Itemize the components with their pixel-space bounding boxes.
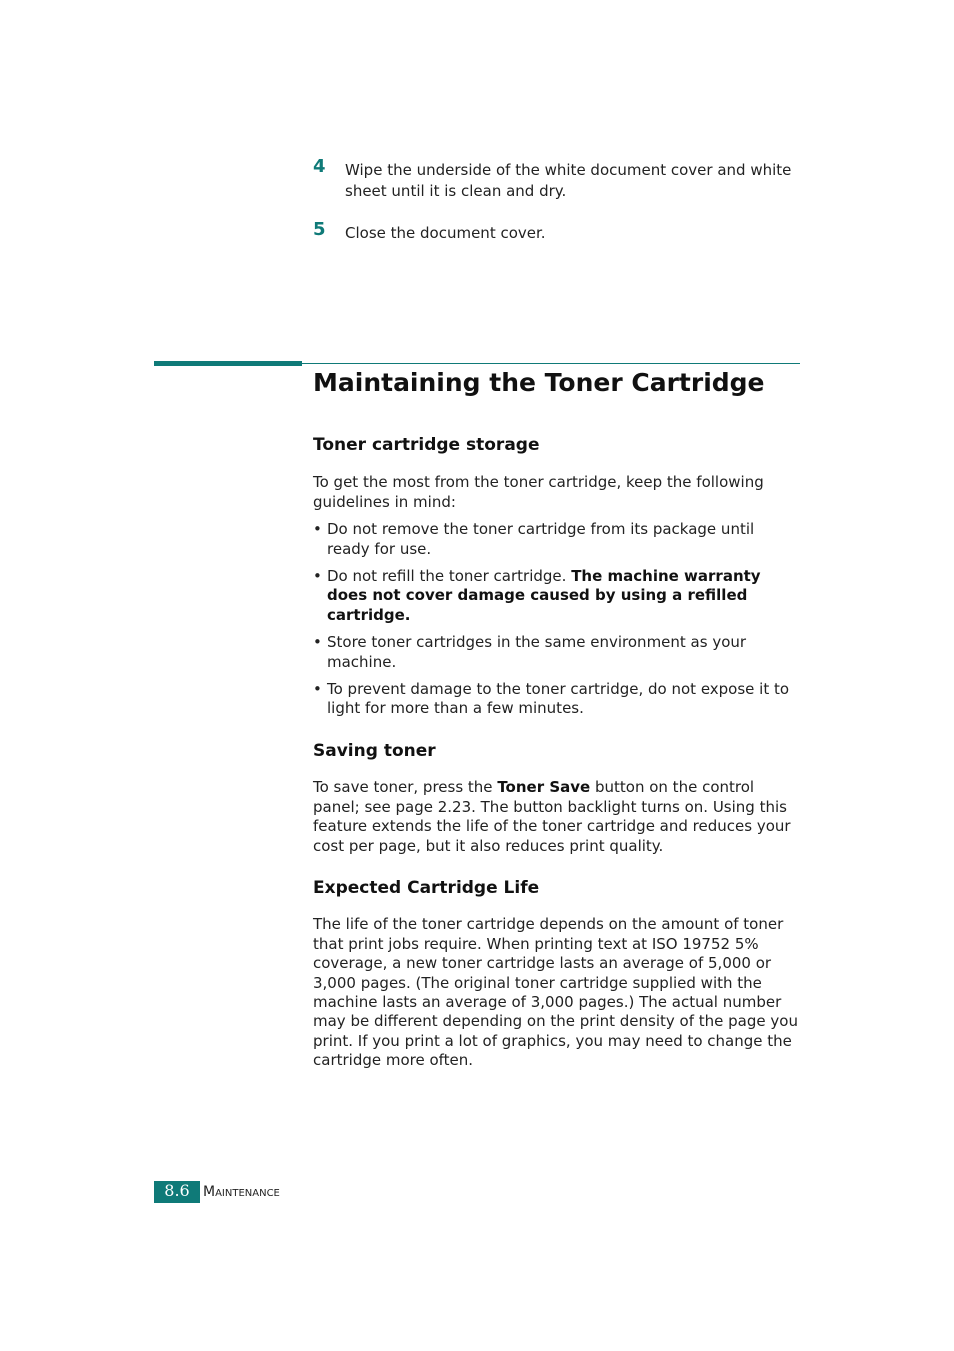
saving-heading: Saving toner: [313, 740, 436, 761]
step-4: [313, 156, 803, 202]
step-5: [313, 219, 803, 244]
bullet-text: Do not remove the toner cartridge from its package until ready for use.: [327, 520, 755, 558]
storage-heading: Toner cartridge storage: [313, 435, 540, 455]
storage-intro: To get the most from the toner cartridge, keep the following guidelines in mind:: [313, 473, 764, 511]
bullet-text: Store toner cartridges in the same environment as your machine.: [327, 633, 747, 671]
step-number: 4: [313, 156, 326, 177]
toner-save-button-name: Toner Save: [497, 778, 591, 797]
list-item: [313, 520, 800, 559]
chapter-name: Maintenance: [203, 1184, 280, 1200]
list-item: [313, 567, 800, 625]
warranty-warning: The machine warranty does not cover damage caused by using a refilled cartridge.: [327, 567, 761, 624]
step-text: Wipe the underside of the white document cover and white sheet until it is clean and dry.: [345, 161, 792, 200]
saving-text: To save toner, press the: [313, 778, 498, 797]
bullet-text: To prevent damage to the toner cartridge, do not expose it to light for more than a few minutes.: [327, 680, 790, 718]
section-content: [313, 436, 800, 1071]
saving-text: button on the control panel; see page 2.23. The button backlight turns on. Using this feature extends the life of the toner cartridge and reduces your cost per page, but it also reduces print quality.: [313, 778, 791, 855]
step-number: 5: [313, 219, 326, 240]
list-item: [313, 680, 800, 719]
life-heading: Expected Cartridge Life: [313, 877, 540, 898]
bullet-text: Do not refill the toner cartridge.: [327, 567, 572, 586]
section-title: Maintaining the Toner Cartridge: [313, 368, 765, 397]
step-text: Close the document cover.: [345, 224, 546, 242]
section-rule-accent: [154, 361, 302, 366]
list-item: [313, 633, 800, 672]
saving-paragraph: [313, 778, 800, 856]
section-rule-line: [302, 363, 800, 364]
storage-guidelines-list: [313, 520, 800, 719]
page-number: 8.6: [154, 1181, 200, 1203]
life-paragraph: The life of the toner cartridge depends on the amount of toner that print jobs require. When printing text at ISO 19752 5% coverage, a new toner cartridge lasts an average of 5,000 or 3,000 pages. (The original toner cartridge supplied with the machine lasts an average of 3,000 pages.) The actual number may be different depending on the print density of the page you print. If you print a lot of graphics, you may need to change the cartridge more often.: [313, 915, 798, 1070]
